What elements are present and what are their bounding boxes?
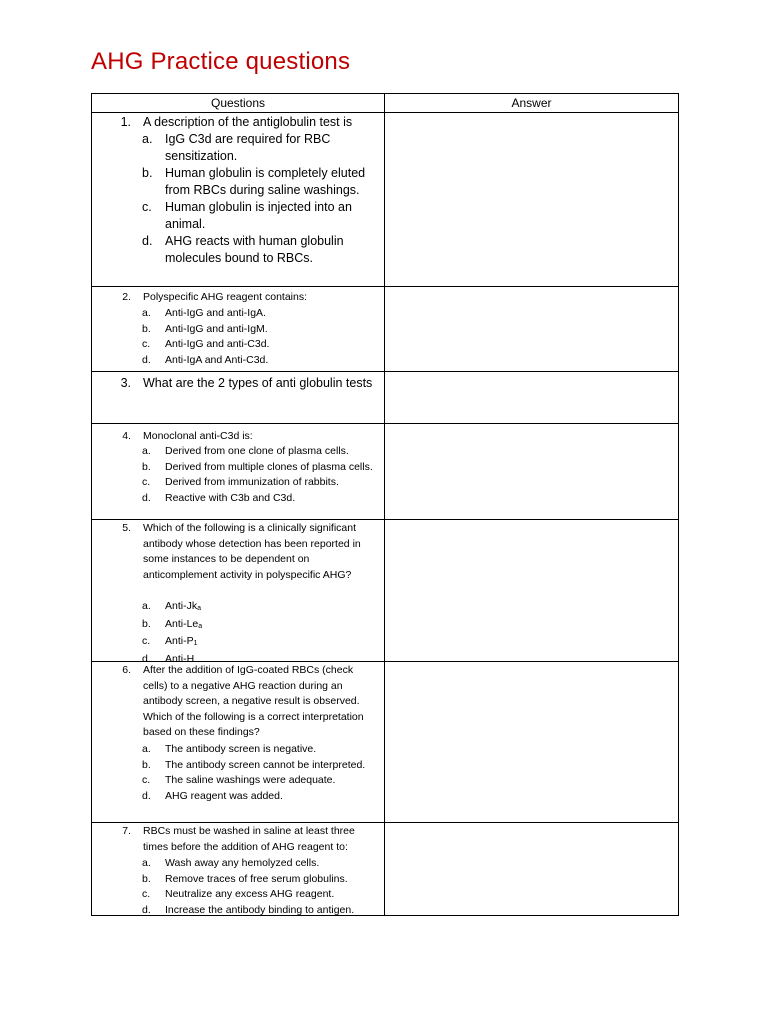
option-text xyxy=(165,444,376,460)
question-text: Polyspecific AHG reagent contains: xyxy=(143,291,308,303)
answer-cell[interactable] xyxy=(385,424,679,520)
option-text-main: The antibody screen cannot be interpreted. xyxy=(165,758,366,771)
answer-options xyxy=(142,306,376,368)
page-title: AHG Practice questions xyxy=(91,48,351,75)
option-text xyxy=(165,872,376,888)
answer-option xyxy=(142,617,376,635)
option-letter: d. xyxy=(142,491,151,504)
option-letter: d. xyxy=(142,652,151,665)
answer-options xyxy=(142,856,376,918)
option-text-main: The saline washings were adequate. xyxy=(165,774,336,786)
answer-option xyxy=(142,742,376,758)
option-text xyxy=(165,903,376,919)
option-letter: c. xyxy=(142,476,151,488)
question-cell xyxy=(92,520,385,665)
option-letter: b. xyxy=(142,872,151,885)
answer-option xyxy=(142,444,376,460)
option-text-main: The antibody screen is negative. xyxy=(165,743,317,755)
option-text-main: Neutralize any excess AHG reagent. xyxy=(165,888,335,900)
table-row xyxy=(92,372,679,424)
answer-option xyxy=(142,872,376,888)
option-text xyxy=(165,742,376,758)
option-text-main: Derived from multiple clones of plasma cells. xyxy=(165,460,373,473)
answer-option xyxy=(142,789,376,805)
option-text-main: Anti-IgG and anti-IgA. xyxy=(165,307,266,319)
answer-option xyxy=(142,856,376,872)
option-text-main: Derived from immunization of rabbits. xyxy=(165,476,339,488)
question-text: What are the 2 types of anti globulin tests xyxy=(143,376,373,390)
option-text-main: Reactive with C3b and C3d. xyxy=(165,491,296,504)
option-letter: d. xyxy=(142,353,151,366)
option-letter: d. xyxy=(142,789,151,802)
question-text: A description of the antiglobulin test is xyxy=(143,115,353,129)
option-text xyxy=(165,599,376,617)
question-cell xyxy=(92,287,385,372)
answer-option xyxy=(142,634,376,652)
question-number: 4. xyxy=(122,430,131,442)
table-row xyxy=(92,823,679,916)
option-letter: a. xyxy=(142,307,151,319)
option-text-main: Increase the antibody binding to antigen. xyxy=(165,903,355,916)
answer-options xyxy=(142,131,376,267)
answer-option xyxy=(142,758,376,774)
option-text xyxy=(165,337,376,353)
option-letter: b. xyxy=(142,758,151,771)
option-text xyxy=(165,634,376,652)
answer-cell[interactable] xyxy=(385,520,679,662)
option-text xyxy=(165,887,376,903)
column-header-questions: Questions xyxy=(92,94,385,113)
answer-option xyxy=(142,599,376,617)
answer-cell[interactable] xyxy=(385,287,679,372)
answer-option xyxy=(142,165,376,199)
table-header-row xyxy=(92,94,679,113)
answer-option xyxy=(142,773,376,789)
option-letter: c. xyxy=(142,200,152,214)
option-text xyxy=(165,306,376,322)
option-text xyxy=(165,773,376,789)
questions-table xyxy=(91,93,679,916)
answer-options xyxy=(142,742,376,804)
answer-option xyxy=(142,887,376,903)
option-text xyxy=(165,165,376,199)
answer-option xyxy=(142,491,376,507)
option-text xyxy=(165,131,376,165)
answer-option xyxy=(142,322,376,338)
answer-option xyxy=(142,337,376,353)
option-text-main: Human globulin is injected into an animal. xyxy=(165,200,352,231)
option-letter: a. xyxy=(142,132,153,146)
question-cell xyxy=(92,113,385,287)
option-text xyxy=(165,617,376,635)
answer-cell[interactable] xyxy=(385,113,679,287)
question-cell xyxy=(92,823,385,916)
table-row xyxy=(92,424,679,520)
option-letter: b. xyxy=(142,166,153,180)
option-text-main: Anti-Jk xyxy=(165,600,198,612)
option-text xyxy=(165,789,376,805)
option-letter: c. xyxy=(142,774,151,786)
column-header-answer: Answer xyxy=(385,94,679,113)
option-text xyxy=(165,491,376,507)
option-text-main: Anti-IgA and Anti-C3d. xyxy=(165,353,269,366)
option-text-main: Wash away any hemolyzed cells. xyxy=(165,857,320,869)
answer-cell[interactable] xyxy=(385,823,679,916)
answer-cell[interactable] xyxy=(385,662,679,823)
option-subscript: 1 xyxy=(193,640,198,647)
option-letter: c. xyxy=(142,635,151,647)
option-text-main: Anti-IgG and anti-IgM. xyxy=(165,322,268,335)
option-letter: b. xyxy=(142,460,151,473)
option-text-main: Anti-IgG and anti-C3d. xyxy=(165,338,270,350)
answer-option xyxy=(142,903,376,919)
question-number: 1. xyxy=(120,115,131,129)
option-text-main: Human globulin is completely eluted from RBCs during saline washings. xyxy=(165,166,366,197)
option-text xyxy=(165,856,376,872)
answer-option xyxy=(142,306,376,322)
answer-options xyxy=(142,599,376,667)
table-row xyxy=(92,520,679,662)
option-letter: b. xyxy=(142,322,151,335)
option-text xyxy=(165,475,376,491)
option-text xyxy=(165,199,376,233)
option-text-main: Remove traces of free serum globulins. xyxy=(165,872,348,885)
option-letter: c. xyxy=(142,888,151,900)
question-number: 3. xyxy=(120,376,131,390)
question-number: 7. xyxy=(122,825,131,837)
answer-option xyxy=(142,199,376,233)
table-row xyxy=(92,113,679,287)
table-row xyxy=(92,662,679,823)
option-text xyxy=(165,233,376,267)
question-text: RBCs must be washed in saline at least three times before the addition of AHG reagent to: xyxy=(143,825,355,853)
option-letter: a. xyxy=(142,743,151,755)
option-letter: a. xyxy=(142,445,151,457)
question-cell xyxy=(92,424,385,520)
option-text-main: Anti-Le xyxy=(165,617,199,630)
option-text-main: Anti-H xyxy=(165,652,195,665)
answer-cell[interactable] xyxy=(385,372,679,424)
option-text-main: AHG reagent was added. xyxy=(165,789,283,802)
question-text: Which of the following is a clinically significant antibody whose detection has been reported in some instances to be dependent on anticomplement activity in polyspecific AHG? xyxy=(143,522,361,581)
answer-option xyxy=(142,460,376,476)
option-text-main: Derived from one clone of plasma cells. xyxy=(165,445,349,457)
question-number: 5. xyxy=(122,522,131,534)
option-letter: c. xyxy=(142,338,151,350)
table-row xyxy=(92,287,679,372)
answer-options xyxy=(142,444,376,506)
answer-option xyxy=(142,475,376,491)
option-letter: a. xyxy=(142,600,151,612)
option-text xyxy=(165,322,376,338)
answer-option xyxy=(142,233,376,267)
answer-option xyxy=(142,353,376,369)
answer-option xyxy=(142,131,376,165)
question-text: Monoclonal anti-C3d is: xyxy=(143,430,253,442)
question-text: After the addition of IgG-coated RBCs (check cells) to a negative AHG reaction during an antibody screen, a negative result is observed. Which of the following is a correct interpretation based on these findings? xyxy=(143,664,364,738)
option-letter: a. xyxy=(142,857,151,869)
option-text xyxy=(165,460,376,476)
option-letter: b. xyxy=(142,617,151,630)
option-subscript: a xyxy=(197,605,201,612)
option-text xyxy=(165,353,376,369)
option-text-main: AHG reacts with human globulin molecules bound to RBCs. xyxy=(165,234,344,265)
option-text-main: IgG C3d are required for RBC sensitization. xyxy=(165,132,331,163)
question-cell xyxy=(92,372,385,424)
option-letter: d. xyxy=(142,903,151,916)
option-letter: d. xyxy=(142,234,153,248)
option-text xyxy=(165,758,376,774)
option-subscript: a xyxy=(198,622,203,630)
question-number: 6. xyxy=(122,664,131,676)
option-text-main: Anti-P xyxy=(165,635,194,647)
question-cell xyxy=(92,662,385,823)
question-number: 2. xyxy=(122,291,131,303)
